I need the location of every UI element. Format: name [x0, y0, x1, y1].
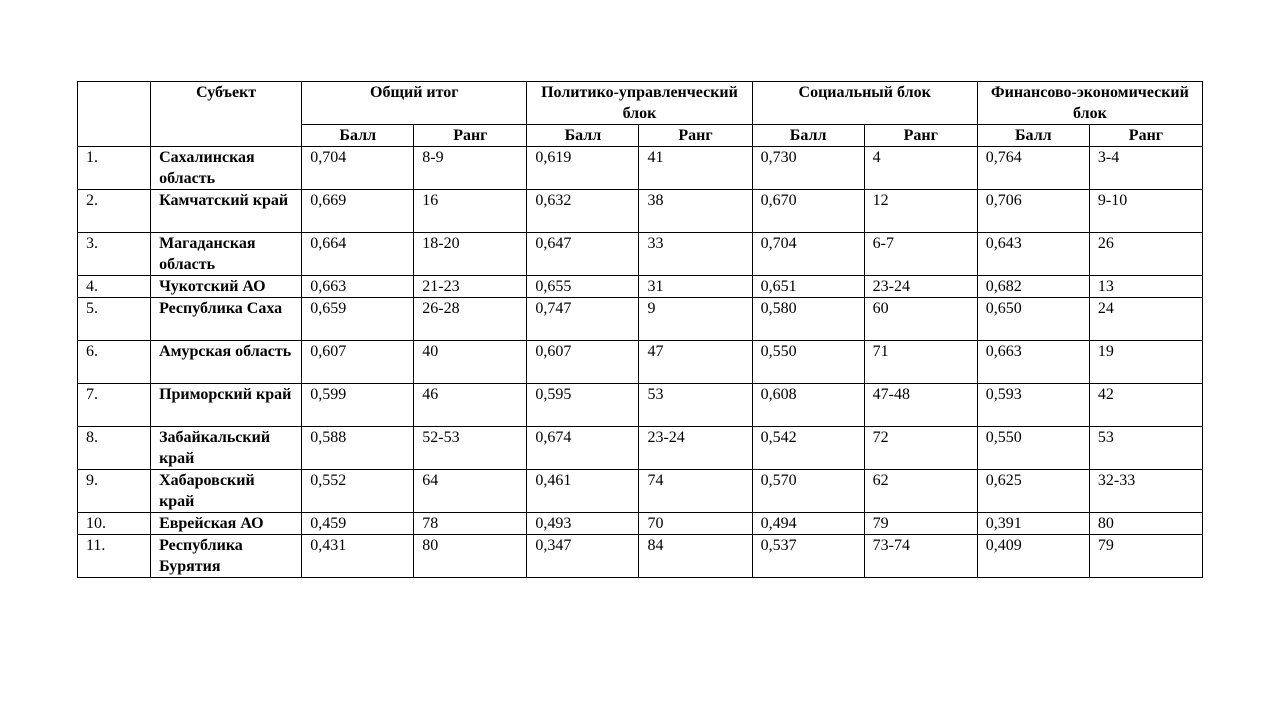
cell-score: 0,655	[527, 276, 639, 298]
cell-score: 0,599	[302, 384, 414, 427]
cell-rank: 31	[639, 276, 752, 298]
cell-score: 0,409	[977, 535, 1089, 578]
table-row	[78, 341, 1203, 384]
cell-score: 0,664	[302, 233, 414, 276]
cell-rank: 47	[639, 341, 752, 384]
cell-score: 0,659	[302, 298, 414, 341]
row-subject: Чукотский АО	[151, 276, 302, 298]
cell-rank: 40	[414, 341, 527, 384]
row-subject: Магаданская область	[151, 233, 302, 276]
cell-rank: 74	[639, 470, 752, 513]
cell-rank: 3-4	[1089, 147, 1202, 190]
cell-rank: 9	[639, 298, 752, 341]
cell-rank: 80	[414, 535, 527, 578]
row-subject: Еврейская АО	[151, 513, 302, 535]
cell-rank: 73-74	[864, 535, 977, 578]
row-subject: Сахалинская область	[151, 147, 302, 190]
cell-score: 0,647	[527, 233, 639, 276]
header-score: Балл	[527, 125, 639, 147]
cell-score: 0,570	[752, 470, 864, 513]
cell-score: 0,730	[752, 147, 864, 190]
cell-rank: 12	[864, 190, 977, 233]
table-row	[78, 276, 1203, 298]
row-subject: Республика Бурятия	[151, 535, 302, 578]
cell-rank: 47-48	[864, 384, 977, 427]
cell-rank: 26-28	[414, 298, 527, 341]
cell-rank: 62	[864, 470, 977, 513]
cell-rank: 79	[864, 513, 977, 535]
cell-score: 0,494	[752, 513, 864, 535]
cell-score: 0,747	[527, 298, 639, 341]
cell-score: 0,391	[977, 513, 1089, 535]
cell-rank: 52-53	[414, 427, 527, 470]
cell-rank: 23-24	[639, 427, 752, 470]
header-score: Балл	[977, 125, 1089, 147]
cell-score: 0,619	[527, 147, 639, 190]
cell-rank: 23-24	[864, 276, 977, 298]
cell-score: 0,431	[302, 535, 414, 578]
cell-rank: 41	[639, 147, 752, 190]
cell-score: 0,580	[752, 298, 864, 341]
table-row	[78, 298, 1203, 341]
cell-score: 0,608	[752, 384, 864, 427]
table-row	[78, 427, 1203, 470]
cell-rank: 60	[864, 298, 977, 341]
rating-table	[77, 81, 1203, 578]
table-row	[78, 233, 1203, 276]
cell-score: 0,588	[302, 427, 414, 470]
table-row	[78, 147, 1203, 190]
row-subject: Республика Саха	[151, 298, 302, 341]
cell-score: 0,682	[977, 276, 1089, 298]
cell-score: 0,537	[752, 535, 864, 578]
cell-rank: 24	[1089, 298, 1202, 341]
cell-rank: 72	[864, 427, 977, 470]
cell-rank: 79	[1089, 535, 1202, 578]
cell-score: 0,607	[302, 341, 414, 384]
table-row	[78, 513, 1203, 535]
cell-rank: 64	[414, 470, 527, 513]
cell-score: 0,704	[752, 233, 864, 276]
cell-rank: 78	[414, 513, 527, 535]
cell-rank: 18-20	[414, 233, 527, 276]
row-number: 1.	[78, 147, 151, 190]
cell-rank: 13	[1089, 276, 1202, 298]
row-number: 5.	[78, 298, 151, 341]
row-number: 10.	[78, 513, 151, 535]
cell-rank: 33	[639, 233, 752, 276]
table-row	[78, 535, 1203, 578]
header-rank: Ранг	[1089, 125, 1202, 147]
cell-rank: 71	[864, 341, 977, 384]
cell-score: 0,663	[302, 276, 414, 298]
cell-score: 0,625	[977, 470, 1089, 513]
cell-score: 0,493	[527, 513, 639, 535]
cell-score: 0,632	[527, 190, 639, 233]
cell-rank: 42	[1089, 384, 1202, 427]
row-number: 2.	[78, 190, 151, 233]
cell-score: 0,704	[302, 147, 414, 190]
header-score: Балл	[302, 125, 414, 147]
row-subject: Приморский край	[151, 384, 302, 427]
header-group-total: Общий итог	[302, 82, 527, 125]
cell-score: 0,459	[302, 513, 414, 535]
cell-score: 0,670	[752, 190, 864, 233]
row-number: 9.	[78, 470, 151, 513]
cell-score: 0,650	[977, 298, 1089, 341]
row-subject: Камчатский край	[151, 190, 302, 233]
cell-rank: 32-33	[1089, 470, 1202, 513]
header-group-financial: Финансово-экономический блок	[977, 82, 1202, 125]
cell-rank: 8-9	[414, 147, 527, 190]
row-number: 11.	[78, 535, 151, 578]
table-row	[78, 470, 1203, 513]
cell-score: 0,674	[527, 427, 639, 470]
cell-score: 0,607	[527, 341, 639, 384]
cell-rank: 46	[414, 384, 527, 427]
header-rank: Ранг	[414, 125, 527, 147]
row-number: 4.	[78, 276, 151, 298]
cell-rank: 16	[414, 190, 527, 233]
row-subject: Амурская область	[151, 341, 302, 384]
row-subject: Хабаровский край	[151, 470, 302, 513]
cell-score: 0,593	[977, 384, 1089, 427]
cell-score: 0,550	[752, 341, 864, 384]
cell-rank: 26	[1089, 233, 1202, 276]
header-score: Балл	[752, 125, 864, 147]
header-group-social: Социальный блок	[752, 82, 977, 125]
cell-rank: 38	[639, 190, 752, 233]
cell-score: 0,764	[977, 147, 1089, 190]
cell-rank: 6-7	[864, 233, 977, 276]
row-number: 3.	[78, 233, 151, 276]
table-row	[78, 190, 1203, 233]
cell-score: 0,461	[527, 470, 639, 513]
header-rank: Ранг	[639, 125, 752, 147]
cell-rank: 53	[1089, 427, 1202, 470]
table-row	[78, 384, 1203, 427]
cell-rank: 53	[639, 384, 752, 427]
header-subject: Субъект	[151, 82, 302, 147]
table-body	[78, 147, 1203, 578]
row-number: 8.	[78, 427, 151, 470]
cell-score: 0,669	[302, 190, 414, 233]
row-number: 6.	[78, 341, 151, 384]
header-rank: Ранг	[864, 125, 977, 147]
cell-score: 0,706	[977, 190, 1089, 233]
cell-score: 0,542	[752, 427, 864, 470]
cell-score: 0,347	[527, 535, 639, 578]
cell-rank: 21-23	[414, 276, 527, 298]
cell-score: 0,651	[752, 276, 864, 298]
row-subject: Забайкальский край	[151, 427, 302, 470]
header-row-groups	[78, 82, 1203, 125]
cell-rank: 70	[639, 513, 752, 535]
cell-rank: 84	[639, 535, 752, 578]
cell-score: 0,595	[527, 384, 639, 427]
cell-score: 0,550	[977, 427, 1089, 470]
header-number	[78, 82, 151, 147]
cell-score: 0,663	[977, 341, 1089, 384]
header-group-political: Политико-управленческий блок	[527, 82, 752, 125]
cell-rank: 4	[864, 147, 977, 190]
cell-score: 0,552	[302, 470, 414, 513]
cell-rank: 19	[1089, 341, 1202, 384]
cell-rank: 9-10	[1089, 190, 1202, 233]
row-number: 7.	[78, 384, 151, 427]
cell-rank: 80	[1089, 513, 1202, 535]
cell-score: 0,643	[977, 233, 1089, 276]
